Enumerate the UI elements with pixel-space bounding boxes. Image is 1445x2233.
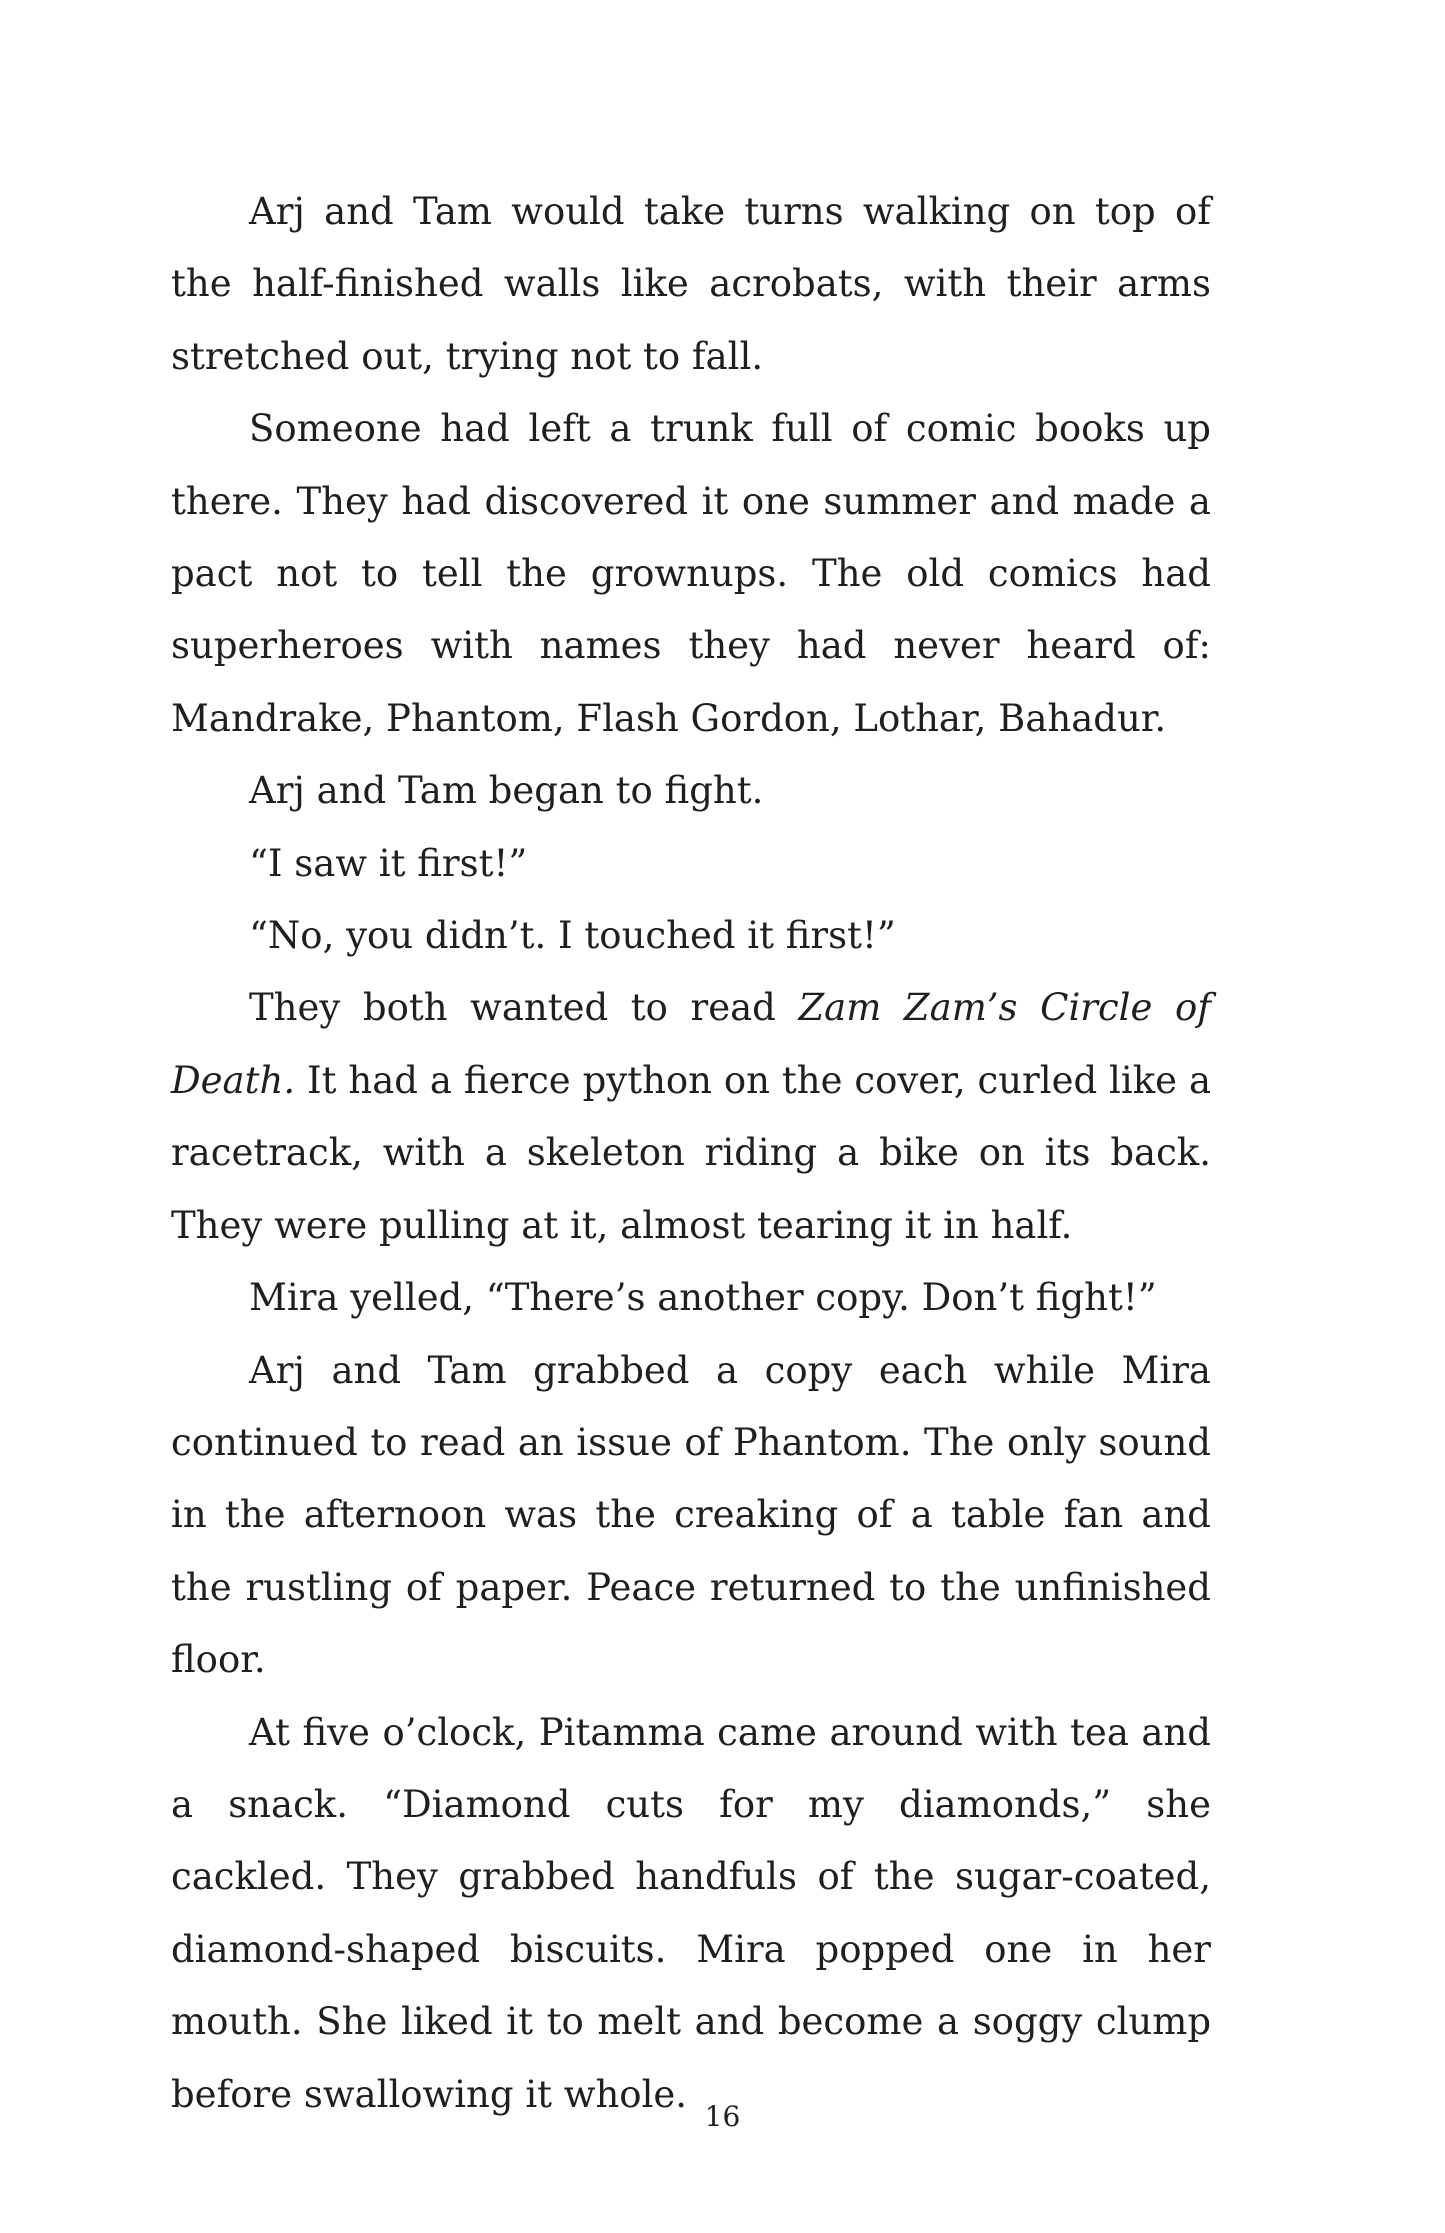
paragraph-1: Arj and Tam would take turns walking on top of the half-finished walls like acrobats, with their arms stretched out, trying not to fall. xyxy=(171,190,1211,378)
paragraph-6-lead: They both wanted to read xyxy=(249,986,799,1030)
paragraph-3: Arj and Tam began to fight. xyxy=(249,769,764,813)
paragraph-7: Mira yelled, “There’s another copy. Don’t fight!” xyxy=(249,1276,1157,1320)
paragraph-6-rest: It had a fierce python on the cover, curled like a racetrack, with a skeleton riding a bike on its back. They were pulling at it, almost tearing it in half. xyxy=(171,1058,1211,1247)
body-text xyxy=(171,176,1211,2131)
paragraph-5: “No, you didn’t. I touched it first!” xyxy=(249,914,896,958)
page-number: 16 xyxy=(704,2100,741,2133)
paragraph-6 xyxy=(171,972,1211,1262)
paragraph-9: At five o’clock, Pitamma came around with tea and a snack. “Diamond cuts for my diamonds,” she cackled. They grabbed handfuls of the sugar-coated, diamond-shaped biscuits. Mira popped one in her mouth. She liked it to melt and become a soggy clump before swallowing it whole. xyxy=(171,1710,1211,2116)
paragraph-4: “I saw it first!” xyxy=(249,841,528,885)
comic-title: Zam Zam’s Circle of Death. xyxy=(171,986,1211,1102)
paragraph-8: Arj and Tam grabbed a copy each while Mira continued to read an issue of Phantom. The only sound in the afternoon was the creaking of a table fan and the rustling of paper. Peace returned to the unfinished floor. xyxy=(171,1348,1211,1682)
paragraph-2: Someone had left a trunk full of comic books up there. They had discovered it one summer and made a pact not to tell the grownups. The old comics had superheroes with names they had never heard of: Mandrake, Phantom, Flash Gordon, Lothar, Bahadur. xyxy=(171,407,1211,740)
